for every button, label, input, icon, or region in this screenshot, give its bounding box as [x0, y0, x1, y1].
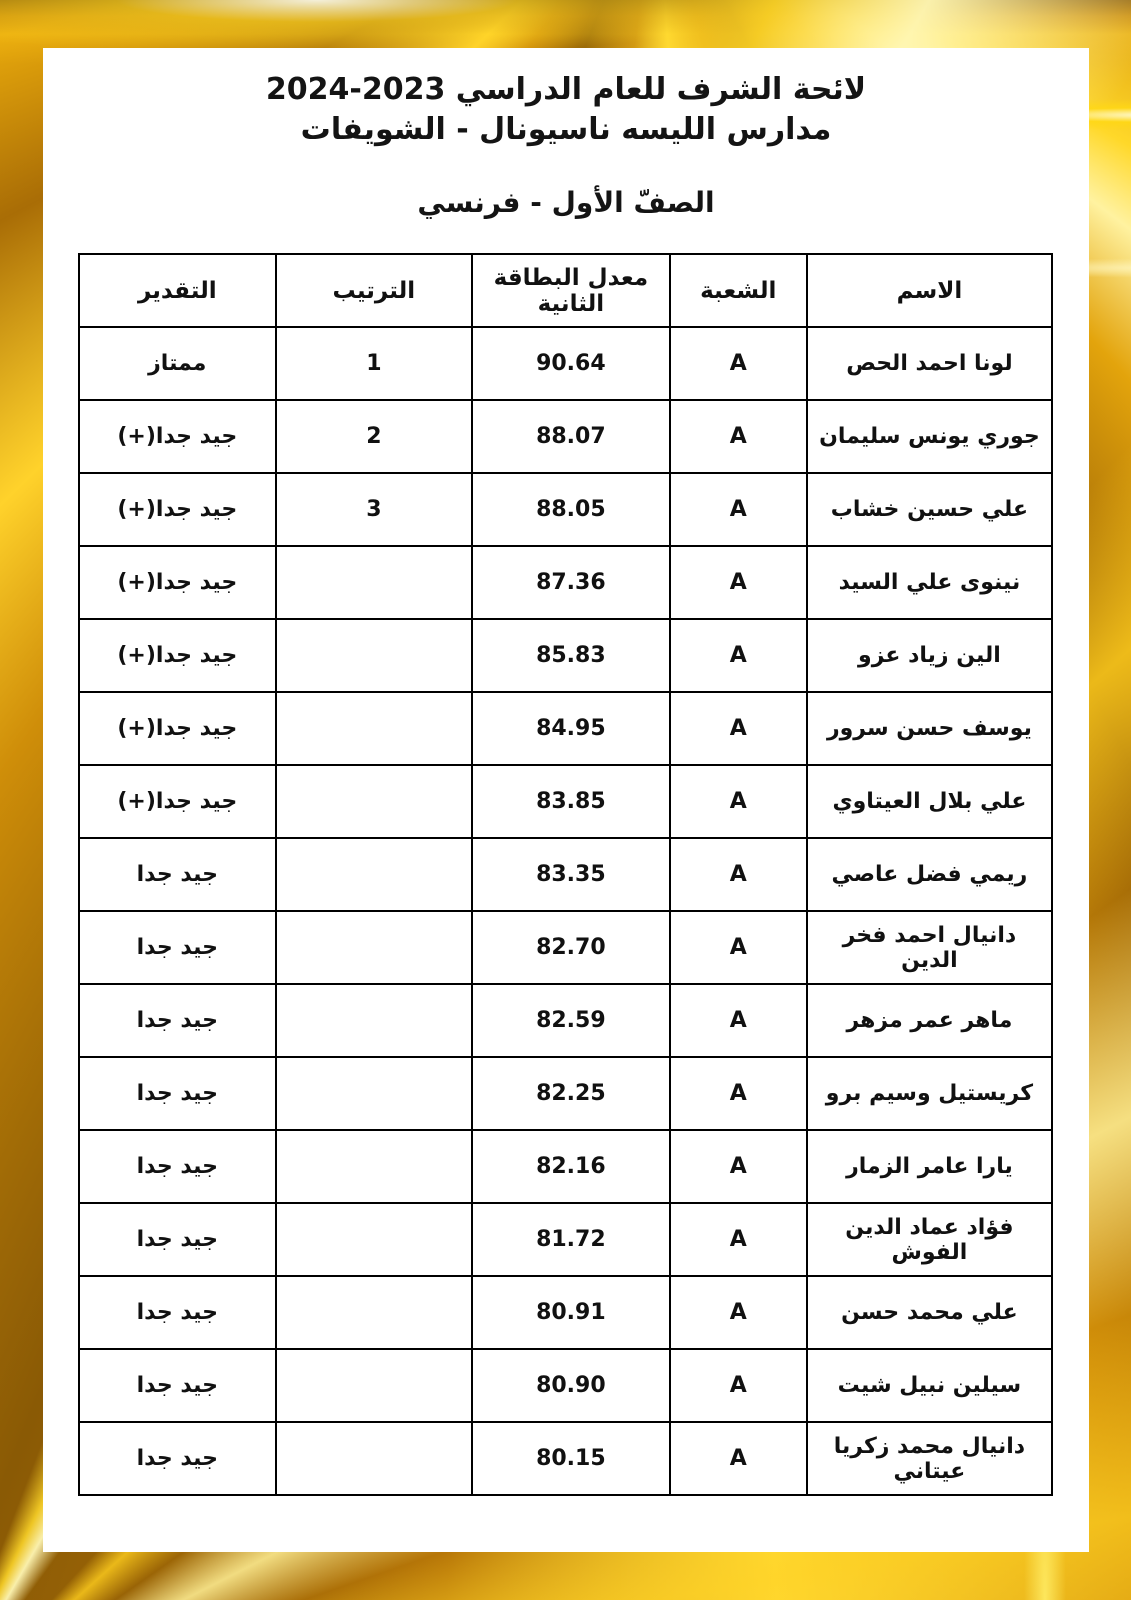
cell-average: 82.59 — [472, 984, 670, 1057]
table-row — [79, 765, 1052, 838]
cell-grade: جيد جدا — [79, 1057, 276, 1130]
honor-roll-table — [78, 253, 1053, 1496]
cell-grade: جيد جدا — [79, 838, 276, 911]
honor-table-wrap — [78, 253, 1053, 1496]
table-row — [79, 1130, 1052, 1203]
cell-average: 80.15 — [472, 1422, 670, 1495]
table-row — [79, 1057, 1052, 1130]
cell-name: ماهر عمر مزهر — [807, 984, 1052, 1057]
cell-name: فؤاد عماد الدين الفوش — [807, 1203, 1052, 1276]
cell-average: 80.91 — [472, 1276, 670, 1349]
title-block — [43, 70, 1089, 219]
cell-rank — [276, 911, 473, 984]
cell-section: A — [670, 692, 807, 765]
cell-name: دانيال محمد زكريا عيتاني — [807, 1422, 1052, 1495]
header-name: الاسم — [807, 254, 1052, 327]
header-average: معدل البطاقة الثانية — [472, 254, 670, 327]
cell-section: A — [670, 1276, 807, 1349]
cell-name: لونا احمد الحص — [807, 327, 1052, 400]
cell-average: 83.85 — [472, 765, 670, 838]
cell-average: 85.83 — [472, 619, 670, 692]
cell-average: 82.16 — [472, 1130, 670, 1203]
cell-grade: جيد جدا(+) — [79, 473, 276, 546]
class-title: الصفّ الأول - فرنسي — [417, 186, 715, 219]
cell-average: 90.64 — [472, 327, 670, 400]
cell-section: A — [670, 838, 807, 911]
cell-name: علي محمد حسن — [807, 1276, 1052, 1349]
table-row — [79, 619, 1052, 692]
cell-average: 82.25 — [472, 1057, 670, 1130]
document-card — [43, 48, 1089, 1552]
cell-grade: جيد جدا(+) — [79, 546, 276, 619]
table-row — [79, 692, 1052, 765]
header-grade: التقدير — [79, 254, 276, 327]
table-row — [79, 327, 1052, 400]
table-row — [79, 473, 1052, 546]
cell-grade: جيد جدا — [79, 1422, 276, 1495]
cell-section: A — [670, 400, 807, 473]
cell-rank — [276, 1422, 473, 1495]
cell-rank — [276, 1130, 473, 1203]
cell-name: جوري يونس سليمان — [807, 400, 1052, 473]
table-row — [79, 1349, 1052, 1422]
cell-rank — [276, 1203, 473, 1276]
cell-section: A — [670, 619, 807, 692]
cell-section: A — [670, 327, 807, 400]
cell-rank — [276, 838, 473, 911]
cell-grade: جيد جدا — [79, 911, 276, 984]
table-row — [79, 1203, 1052, 1276]
cell-name: نينوى علي السيد — [807, 546, 1052, 619]
cell-average: 88.07 — [472, 400, 670, 473]
cell-grade: جيد جدا(+) — [79, 692, 276, 765]
header-section: الشعبة — [670, 254, 807, 327]
cell-grade: جيد جدا(+) — [79, 619, 276, 692]
table-row — [79, 911, 1052, 984]
table-row — [79, 1422, 1052, 1495]
cell-rank: 2 — [276, 400, 473, 473]
cell-average: 82.70 — [472, 911, 670, 984]
cell-section: A — [670, 1130, 807, 1203]
cell-grade: ممتاز — [79, 327, 276, 400]
cell-average: 88.05 — [472, 473, 670, 546]
header-rank: الترتيب — [276, 254, 473, 327]
cell-average: 81.72 — [472, 1203, 670, 1276]
cell-rank — [276, 546, 473, 619]
cell-name: علي بلال العيتاوي — [807, 765, 1052, 838]
cell-rank — [276, 1057, 473, 1130]
cell-average: 80.90 — [472, 1349, 670, 1422]
cell-name: كريستيل وسيم برو — [807, 1057, 1052, 1130]
cell-grade: جيد جدا — [79, 1276, 276, 1349]
cell-rank: 3 — [276, 473, 473, 546]
cell-section: A — [670, 984, 807, 1057]
cell-section: A — [670, 1349, 807, 1422]
cell-section: A — [670, 911, 807, 984]
cell-section: A — [670, 1422, 807, 1495]
table-row — [79, 400, 1052, 473]
cell-section: A — [670, 765, 807, 838]
cell-name: يارا عامر الزمار — [807, 1130, 1052, 1203]
table-row — [79, 546, 1052, 619]
table-row — [79, 838, 1052, 911]
cell-grade: جيد جدا — [79, 1203, 276, 1276]
cell-name: دانيال احمد فخر الدين — [807, 911, 1052, 984]
page-title-line1: لائحة الشرف للعام الدراسي 2023-2024 — [265, 72, 867, 107]
cell-rank — [276, 692, 473, 765]
page-title-line2: مدارس الليسه ناسيونال - الشويفات — [300, 112, 832, 147]
cell-grade: جيد جدا — [79, 984, 276, 1057]
cell-average: 84.95 — [472, 692, 670, 765]
table-row — [79, 984, 1052, 1057]
cell-rank — [276, 984, 473, 1057]
cell-grade: جيد جدا — [79, 1130, 276, 1203]
cell-rank: 1 — [276, 327, 473, 400]
table-row — [79, 1276, 1052, 1349]
cell-grade: جيد جدا(+) — [79, 400, 276, 473]
cell-section: A — [670, 1057, 807, 1130]
table-body — [79, 327, 1052, 1495]
cell-rank — [276, 1349, 473, 1422]
cell-name: ريمي فضل عاصي — [807, 838, 1052, 911]
header-row — [79, 254, 1052, 327]
cell-section: A — [670, 546, 807, 619]
cell-section: A — [670, 473, 807, 546]
cell-grade: جيد جدا — [79, 1349, 276, 1422]
table-header — [79, 254, 1052, 327]
cell-name: الين زياد عزو — [807, 619, 1052, 692]
cell-name: علي حسين خشاب — [807, 473, 1052, 546]
cell-rank — [276, 619, 473, 692]
cell-rank — [276, 1276, 473, 1349]
cell-rank — [276, 765, 473, 838]
cell-name: سيلين نبيل شيت — [807, 1349, 1052, 1422]
cell-average: 87.36 — [472, 546, 670, 619]
cell-name: يوسف حسن سرور — [807, 692, 1052, 765]
cell-average: 83.35 — [472, 838, 670, 911]
cell-grade: جيد جدا(+) — [79, 765, 276, 838]
cell-section: A — [670, 1203, 807, 1276]
